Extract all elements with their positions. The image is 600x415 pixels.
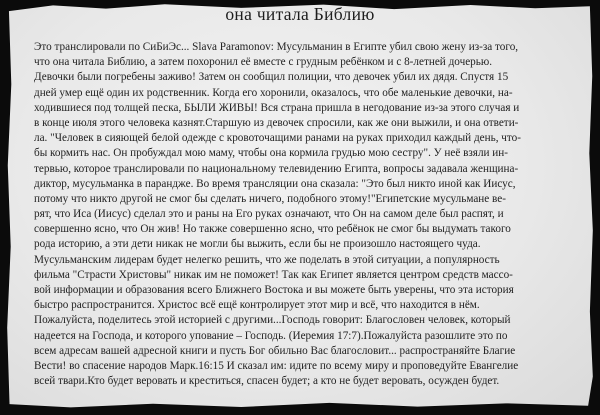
body-line: потому что никто другой не смог бы сделать ничего, подобного этому!"Египетские мусульмане ве- (34, 192, 506, 205)
body-line: фильма "Страсти Христовы" никак им не поможет! Так как Египет является центром средств массо- (34, 268, 513, 281)
body-line: Девочки были погребены заживо! Затем он сообщил полиции, что девочек убил их дядя. Спустя 15 (34, 71, 509, 84)
body-line: всей твари.Кто будет веровать и креститься, спасен будет; а кто не будет веровать, осужден будет. (34, 375, 500, 388)
body-line: Пожалуйста, поделитесь этой историей с другими...Господь говорит: Благословен человек, который (34, 314, 511, 327)
body-line: быстро распространится. Христос всё ещё контролирует этот мир и всё, что находится в нём. (34, 299, 480, 312)
body-line: дней умер ещё один их родственник. Когда его хоронили, оказалось, что обе маленькие девочки, на- (34, 86, 513, 99)
body-line: надеется на Господа, и которого упование – Господь. (Иеремия 17:7).Пожалуйста разошлите это по (34, 329, 508, 342)
body-line: рода историю, а эти дети никак не могли бы выжить, если бы не произошло настоящего чуда. (34, 238, 481, 251)
body-line: в конце июля этого человека казнят.Старшую из девочек спросили, как же они выжили, и она ответи- (34, 116, 519, 129)
body-line: всем адресам вашей адресной книги и пусть Бог обильно Вас благословит... распространяйте Благие (34, 344, 516, 357)
body-line: ходившиеся под толщей песка, БЫЛИ ЖИВЫ! Вся страна пришла в негодование из-за этого случая и (34, 101, 520, 114)
body-line: Это транслировали по СиБиЭс... Slava Paramonov: Мусульманин в Египте убил свою жену из-за того, (34, 41, 519, 53)
document-title: она читала Библию (225, 4, 375, 24)
body-line: совершенно ясно, что Он жив! Но также совершенно ясно, что ребёнок не смог бы выдумать такого (34, 223, 511, 236)
body-line: рят, что Иса (Иисус) сделал это и раны на Его руках означают, что Он на самом деле был распят, и (34, 208, 504, 221)
body-line: Вести! во спасение народов Марк.16:15 И сказал им: идите по всему миру и проповедуйте Евангелие (34, 359, 519, 372)
body-line: Мусульманским лидерам будет нелегко решить, что же поделать в этой ситуации, а популярность (34, 253, 500, 266)
body-line: бы кормить нас. Он пробуждал мою маму, чтобы она кормила грудью мою сестру". У неё взяли ин- (34, 147, 509, 160)
body-line: вой информации и образования всего Ближнего Востока и вы можете быть уверены, что эта история (34, 284, 514, 296)
body-line: диктор, мусульманка в парандже. Во время трансляции она сказала: "Это был никто иной как Иисус, (34, 177, 516, 190)
body-line: что она читала Библию, а затем похоронил её вместе с грудным ребёнком и с 8-летней дочерью. (34, 56, 493, 69)
body-line: тервью, которое транслировали по национальному телевидению Египта, вопросы задавала женщина- (34, 162, 519, 175)
body-line: ла. "Человек в сияющей белой одежде с кровоточащими ранами на руках приходил каждый день, что- (34, 132, 521, 145)
document-body (34, 40, 582, 389)
